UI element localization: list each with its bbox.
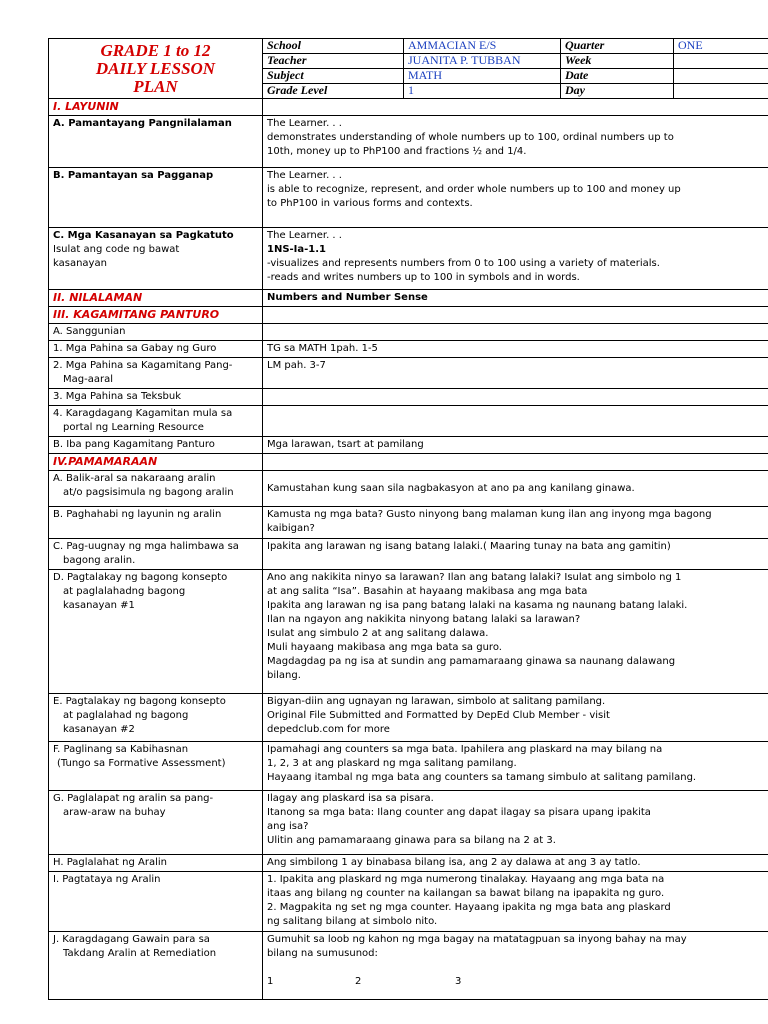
- title-line-2: DAILY LESSON: [95, 58, 216, 78]
- kagamitang-pang-mag-aaral-value: LM pah. 3-7: [263, 358, 768, 389]
- teacher-value: JUANITA P. TUBBAN: [404, 54, 561, 69]
- subject-label: Subject: [263, 69, 404, 84]
- paglalapat-value: Ilagay ang plaskard isa sa pisara. Itanong sa mga bata: Ilang counter ang dapat ilagay sa pisara upang ipakita ang isa? Ulitin ang pamamaraang ginawa para sa bilang na 2 at 3.: [263, 791, 768, 855]
- quarter-value: ONE: [674, 39, 768, 54]
- karagdagang-gawain-value: Gumuhit sa loob ng kahon ng mga bagay na matatagpuan sa inyong bahay na may bilang na sumusunod: 1 2 3: [263, 932, 768, 1000]
- balik-aral-value: Kamustahan kung saan sila nagbakasyon at ano pa ang kanilang ginawa.: [263, 471, 768, 507]
- paglalahat-label: H. Paglalahat ng Aralin: [49, 855, 263, 872]
- title-line-1: GRADE 1 to 12: [100, 40, 211, 60]
- school-label: School: [263, 39, 404, 54]
- grade-value: 1: [404, 84, 561, 99]
- pagtalakay-2-label: E. Pagtalakay ng bagong konsepto at paglalahad ng bagong kasanayan #2: [49, 694, 263, 742]
- week-value: [674, 54, 768, 69]
- content-table: [48, 98, 768, 1000]
- subject-value: MATH: [404, 69, 561, 84]
- section-3-title: III. KAGAMITANG PANTURO: [49, 307, 263, 324]
- competency-code: 1NS-Ia-1.1: [267, 244, 327, 255]
- iba-pang-kagamitan-label: B. Iba pang Kagamitang Panturo: [49, 437, 263, 454]
- depedclub-link: depedclub.com for more: [267, 724, 390, 735]
- gabay-ng-guro-label: 1. Mga Pahina sa Gabay ng Guro: [49, 341, 263, 358]
- balik-aral-label: A. Balik-aral sa nakaraang aralin at/o pagsisimula ng bagong aralin: [49, 471, 263, 507]
- week-label: Week: [561, 54, 674, 69]
- paglinang-value: Ipamahagi ang counters sa mga bata. Ipahilera ang plaskard na may bilang na 1, 2, 3 at ang plaskard ng mga salitang pamilang. Hayaang itambal ng mga bata ang counters sa tamang simbulo at salitang pamilang.: [263, 742, 768, 791]
- kagamitang-pang-mag-aaral-label: 2. Mga Pahina sa Kagamitang Pang- Mag-aaral: [49, 358, 263, 389]
- paglalapat-label: G. Paglalapat ng aralin sa pang- araw-araw na buhay: [49, 791, 263, 855]
- karagdagang-gawain-label: J. Karagdagang Gawain para sa Takdang Aralin at Remediation: [49, 932, 263, 1000]
- sanggunian-label: A. Sanggunian: [49, 324, 263, 341]
- pagtalakay-1-label: D. Pagtalakay ng bagong konsepto at paglalahadng bagong kasanayan #1: [49, 570, 263, 694]
- lesson-plan: [48, 38, 768, 1000]
- paghahabi-value: Kamusta ng mga bata? Gusto ninyong bang malaman kung ilan ang inyong mga bagong kaibigan?: [263, 507, 768, 539]
- nilalaman-value: Numbers and Number Sense: [263, 290, 768, 307]
- pamantayan-sa-pagganap-label: B. Pamantayan sa Pagganap: [49, 168, 263, 228]
- section-1-title: I. LAYUNIN: [49, 99, 263, 116]
- title-line-3: PLAN: [133, 76, 178, 96]
- grade-label: Grade Level: [263, 84, 404, 99]
- paghahabi-label: B. Paghahabi ng layunin ng aralin: [49, 507, 263, 539]
- teksbuk-label: 3. Mga Pahina sa Teksbuk: [49, 389, 263, 406]
- date-value: [674, 69, 768, 84]
- number-1: 1: [267, 976, 274, 987]
- title-cell: [49, 39, 263, 99]
- header-table: [48, 38, 768, 99]
- number-3: 3: [455, 976, 462, 987]
- school-value: AMMACIAN E/S: [404, 39, 561, 54]
- gabay-ng-guro-value: TG sa MATH 1pah. 1-5: [263, 341, 768, 358]
- kasanayan-label-cell: C. Mga Kasanayan sa Pagkatuto Isulat ang code ng bawat kasanayan: [49, 228, 263, 290]
- paglinang-label: F. Paglinang sa Kabihasnan (Tungo sa Formative Assessment): [49, 742, 263, 791]
- day-value: [674, 84, 768, 99]
- learning-resource-label: 4. Karagdagang Kagamitan mula sa portal ng Learning Resource: [49, 406, 263, 437]
- pagtataya-value: 1. Ipakita ang plaskard ng mga numerong tinalakay. Hayaang ang mga bata na itaas ang bilang ng counter na kailangan sa bawat bilang na ipapakita ng guro. 2. Magpakita ng set ng mga counter. Hayaang ipakita ng mga bata ang plaskard ng salitang bilang at simbolo nito.: [263, 872, 768, 932]
- date-label: Date: [561, 69, 674, 84]
- pag-uugnay-label: C. Pag-uugnay ng mga halimbawa sa bagong aralin.: [49, 539, 263, 570]
- quarter-label: Quarter: [561, 39, 674, 54]
- pagtalakay-2-value: Bigyan-diin ang ugnayan ng larawan, simbolo at salitang pamilang. Original File Submitted and Formatted by DepEd Club Member - visit depedclub.com for more: [263, 694, 768, 742]
- pamantayang-pangnilalaman-value: The Learner. . . demonstrates understanding of whole numbers up to 100, ordinal numbers up to 10th, money up to PhP100 and fractions ½ and 1/4.: [263, 116, 768, 168]
- number-list: [267, 975, 768, 989]
- pagtalakay-1-value: Ano ang nakikita ninyo sa larawan? Ilan ang batang lalaki? Isulat ang simbolo ng 1 at ang salita “Isa”. Basahin at hayaang makibasa ang mga bata Ipakita ang larawan ng isa pang batang lalaki na kasama ng naunang batang lalaki. Ilan na ngayon ang nakikita ninyong batang lalaki sa larawan? Isulat ang simbulo 2 at ang salitang dalawa. Muli hayaang makibasa ang mga bata sa guro. Magdagdag pa ng isa at sundin ang pamamaraang ginawa sa naunang dalawang bilang.: [263, 570, 768, 694]
- section-2-title: II. NILALAMAN: [49, 290, 263, 307]
- pamantayang-pangnilalaman-label: A. Pamantayang Pangnilalaman: [49, 116, 263, 168]
- iba-pang-kagamitan-value: Mga larawan, tsart at pamilang: [263, 437, 768, 454]
- number-2: 2: [355, 976, 362, 987]
- kasanayan-value: The Learner. . . 1NS-Ia-1.1 -visualizes and represents numbers from 0 to 100 using a variety of materials. -reads and writes numbers up to 100 in symbols and in words.: [263, 228, 768, 290]
- pamantayan-sa-pagganap-value: The Learner. . . is able to recognize, represent, and order whole numbers up to 100 and money up to PhP100 in various forms and contexts.: [263, 168, 768, 228]
- teacher-label: Teacher: [263, 54, 404, 69]
- pagtataya-label: I. Pagtataya ng Aralin: [49, 872, 263, 932]
- section-4-title: IV.PAMAMARAAN: [49, 454, 263, 471]
- pag-uugnay-value: Ipakita ang larawan ng isang batang lalaki.( Maaring tunay na bata ang gamitin): [263, 539, 768, 570]
- paglalahat-value: Ang simbilong 1 ay binabasa bilang isa, ang 2 ay dalawa at ang 3 ay tatlo.: [263, 855, 768, 872]
- day-label: Day: [561, 84, 674, 99]
